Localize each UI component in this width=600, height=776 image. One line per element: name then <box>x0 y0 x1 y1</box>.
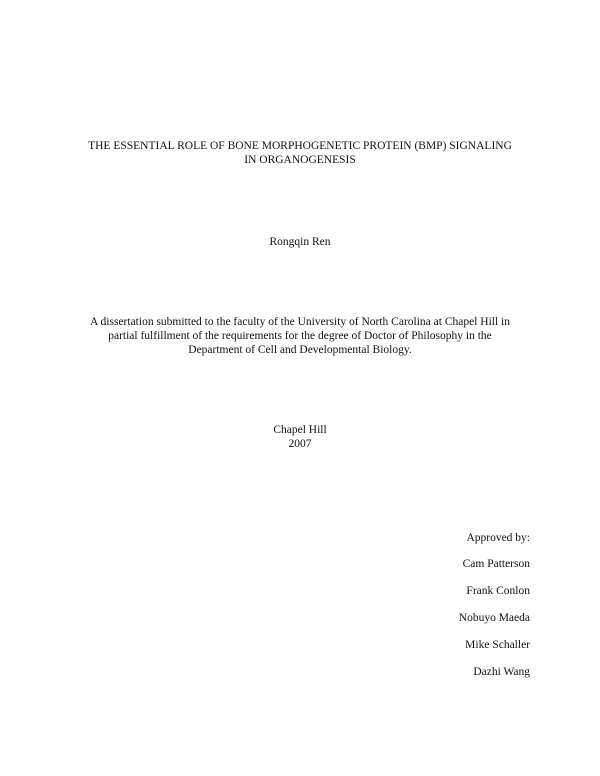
title-line-1: THE ESSENTIAL ROLE OF BONE MORPHOGENETIC PROTEIN (BMP) SIGNALING <box>88 140 512 152</box>
place-year: 2007 <box>288 438 312 450</box>
statement-line-3: Department of Cell and Developmental Biology. <box>188 344 412 356</box>
approver-name: Cam Patterson <box>462 558 530 570</box>
place-and-year <box>60 423 540 451</box>
author-name: Rongqin Ren <box>269 236 331 248</box>
approved-by-label: Approved by: <box>466 532 530 544</box>
submission-statement <box>60 315 540 357</box>
approver-name: Mike Schaller <box>465 639 530 651</box>
place-city: Chapel Hill <box>273 424 327 436</box>
approver-name: Frank Conlon <box>466 585 530 597</box>
approver-name: Nobuyo Maeda <box>458 612 530 624</box>
statement-line-2: partial fulfillment of the requirements for the degree of Doctor of Philosophy in the <box>108 330 492 342</box>
approver-name: Dazhi Wang <box>473 666 530 678</box>
dissertation-title <box>60 139 540 167</box>
title-line-2: IN ORGANOGENESIS <box>244 154 356 166</box>
statement-line-1: A dissertation submitted to the faculty of the University of North Carolina at Chapel Hill in <box>90 316 510 328</box>
